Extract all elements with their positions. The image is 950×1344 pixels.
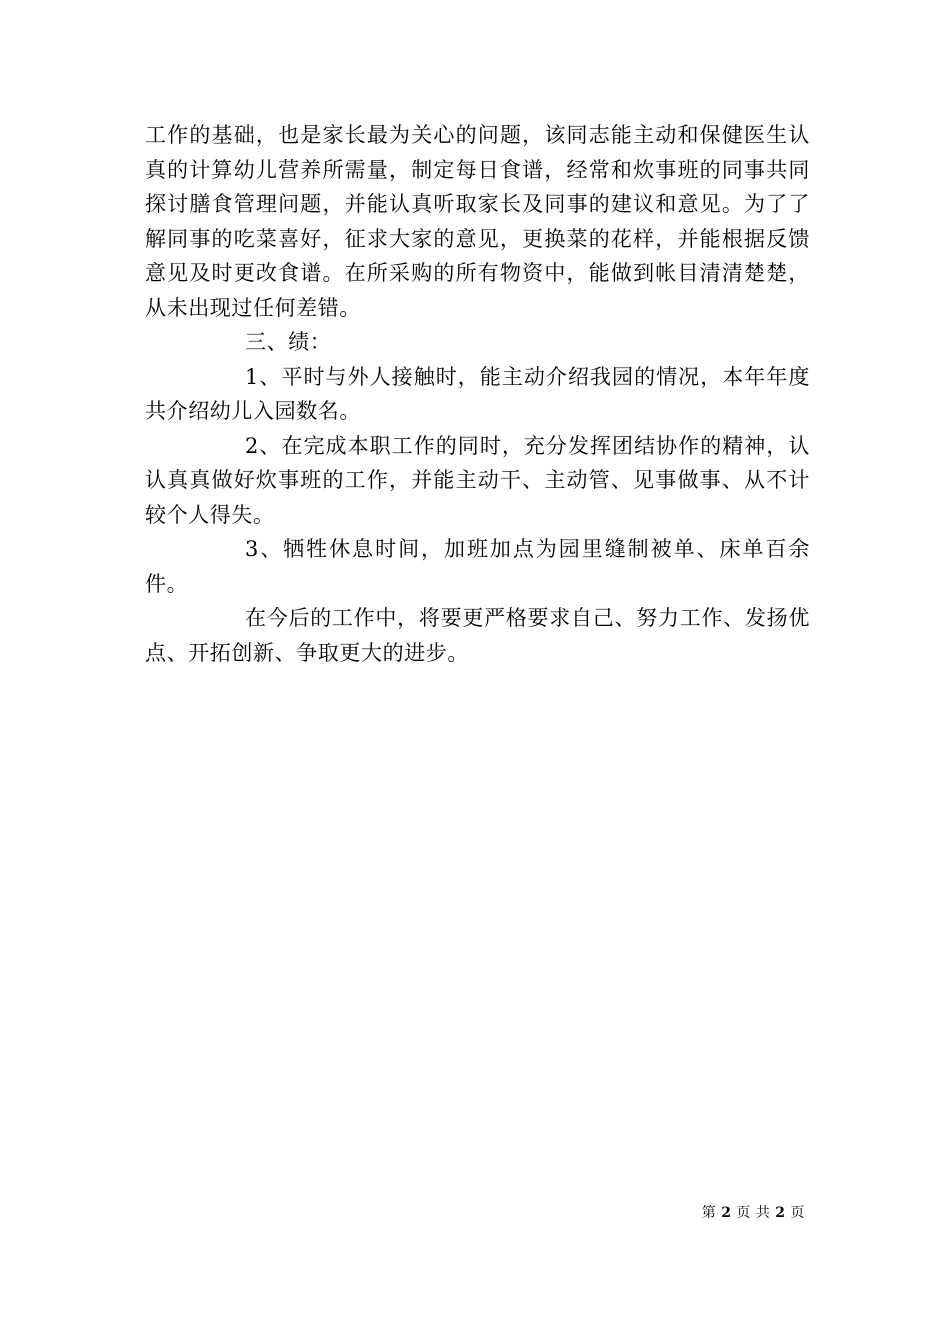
footer-total-pages: 2 [775, 1205, 786, 1221]
list-item-3: 3、牺牲休息时间，加班加点为园里缝制被单、床单百余件。 [145, 537, 810, 596]
section-heading: 三、绩： [245, 330, 332, 354]
footer-suffix: 页 [790, 1205, 805, 1221]
document-body [145, 118, 810, 670]
page-footer [702, 1203, 805, 1223]
footer-current-page: 2 [721, 1205, 732, 1221]
paragraph-continuation: 工作的基础，也是家长最为关心的问题，该同志能主动和保健医生认真的计算幼儿营养所需量，制定每日食谱，经常和炊事班的同事共同探讨膳食管理问题，并能认真听取家长及同事的建议和意见。为了了解同事的吃菜喜好，征求大家的意见，更换菜的花样，并能根据反馈意见及时更改食谱。在所采购的所有物资中，能做到帐目清清楚楚，从未出现过任何差错。 [145, 123, 810, 320]
footer-prefix: 第 [701, 1205, 717, 1221]
list-item-2: 2、在完成本职工作的同时，充分发挥团结协作的精神，认认真真做好炊事班的工作，并能主动干、主动管、见事做事、从不计较个人得失。 [145, 433, 810, 527]
footer-middle: 页 共 [736, 1205, 771, 1221]
closing-paragraph: 在今后的工作中，将要更严格要求自己、努力工作、发扬优点、开拓创新、争取更大的进步。 [145, 606, 810, 665]
list-item-1: 1、平时与外人接触时，能主动介绍我园的情况，本年年度共介绍幼儿入园数名。 [145, 364, 810, 423]
